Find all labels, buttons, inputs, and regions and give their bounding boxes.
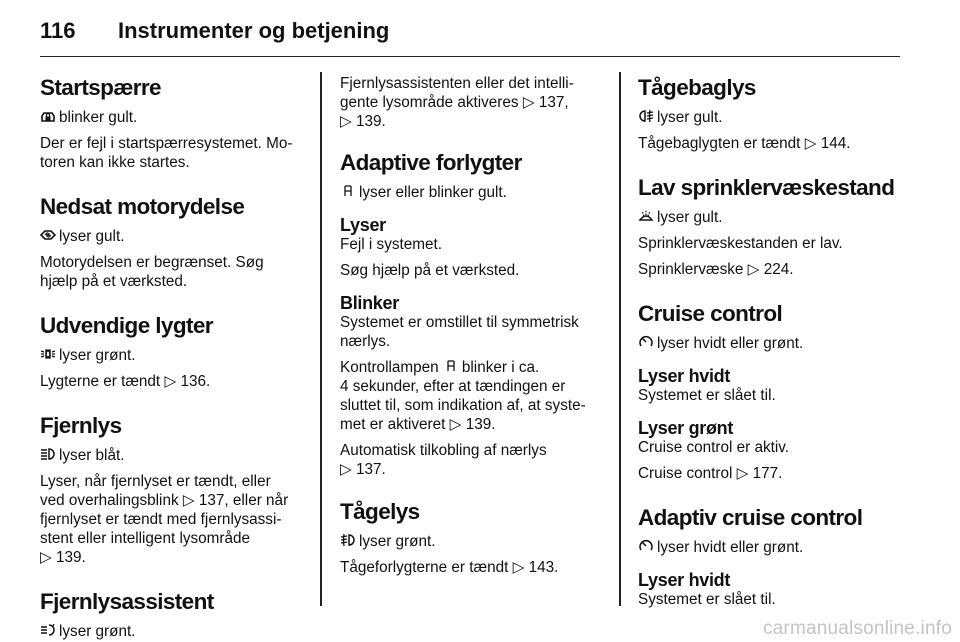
side-lights-icon	[40, 346, 56, 362]
page-title: Instrumenter og betjening	[118, 18, 390, 43]
text-cruise-groent: Cruise control er aktiv.	[638, 439, 790, 456]
text-taagelys: Tågeforlygterne er tændt ▷ 143.	[340, 559, 559, 576]
text-sprinkler-2: Sprinklervæske ▷ 224.	[638, 261, 794, 278]
indicator-line-taagelys: lyser grønt.	[340, 532, 608, 551]
page-ref-arrow-icon: ▷	[40, 549, 52, 566]
page-ref-arrow-icon: ▷	[340, 113, 352, 130]
indicator-line-fjernlysassistent: lyser grønt.	[40, 622, 308, 641]
text-nedsat: Motorydelsen er begrænset. Søg hjælp på et værksted.	[40, 254, 264, 290]
page-number: 116	[40, 18, 76, 43]
page-ref-arrow-icon: ▷	[522, 94, 535, 111]
cruise-control-icon	[638, 334, 654, 350]
indicator-line-sprinkler: lyser gult.	[638, 208, 906, 227]
page-header	[40, 18, 900, 57]
text-udvendige: Lygterne er tændt ▷ 136.	[40, 373, 211, 390]
page-ref-arrow-icon: ▷	[340, 461, 352, 478]
text-blinker-1: Systemet er omstillet til symmetrisk nærlys.	[340, 314, 579, 350]
heading-sprinklervaeskestand: Lav sprinklervæskestand	[638, 175, 895, 200]
subheading-lyser: Lyser	[340, 215, 386, 235]
heading-adaptiv-cruise-control: Adaptiv cruise control	[638, 505, 863, 530]
indicator-line-adaptive: lyser eller blinker gult.	[340, 183, 608, 202]
lock-car-icon	[40, 108, 56, 124]
text-taagebaglys: Tågebaglygten er tændt ▷ 144.	[638, 135, 851, 152]
high-beam-assist-icon	[40, 622, 56, 638]
indicator-line-udvendige: lyser grønt.	[40, 346, 308, 365]
afl-icon	[443, 358, 459, 374]
column-divider-2	[619, 72, 621, 606]
column-2	[340, 74, 608, 577]
indicator-line-cruise: lyser hvidt eller grønt.	[638, 334, 906, 353]
text-blinker-3: Automatisk tilkobling af nærlys ▷ 137.	[340, 442, 547, 478]
heading-udvendige-lygter: Udvendige lygter	[40, 313, 213, 338]
subheading-lyser-groent: Lyser grønt	[638, 418, 734, 438]
text-intro: Fjernlysassistenten eller det intelli- gente lysområde aktiveres ▷ 137, ▷ 139.	[340, 75, 574, 130]
indicator-line-adaptiv-cruise: lyser hvidt eller grønt.	[638, 538, 906, 557]
watermark: carmanualsonline.info	[762, 618, 952, 639]
subheading-lyser-hvidt-2: Lyser hvidt	[638, 570, 731, 590]
heading-fjernlysassistent: Fjernlysassistent	[40, 589, 214, 614]
front-fog-icon	[340, 532, 356, 548]
indicator-line-nedsat: lyser gult.	[40, 227, 308, 246]
heading-taagebaglys: Tågebaglys	[638, 75, 756, 100]
text-adaptiv-cruise-hvidt: Systemet er slået til.	[638, 591, 776, 608]
afl-icon	[340, 183, 356, 199]
column-divider-1	[320, 72, 322, 606]
rear-fog-icon	[638, 108, 654, 124]
page-ref-arrow-icon: ▷	[804, 135, 817, 152]
indicator-line-startspaerre: blinker gult.	[40, 108, 308, 127]
column-3	[638, 74, 906, 609]
high-beam-icon	[40, 446, 56, 462]
text-cruise-hvidt: Systemet er slået til.	[638, 387, 776, 404]
page-ref-arrow-icon: ▷	[736, 465, 749, 482]
text-lyser-2: Søg hjælp på et værksted.	[340, 262, 520, 279]
column-1	[40, 74, 308, 641]
cruise-control-icon	[638, 538, 654, 554]
subheading-blinker: Blinker	[340, 293, 399, 313]
page-ref-arrow-icon: ▷	[182, 492, 195, 509]
indicator-line-taagebaglys: lyser gult.	[638, 108, 906, 127]
heading-adaptive-forlygter: Adaptive forlygter	[340, 150, 522, 175]
indicator-line-fjernlys: lyser blåt.	[40, 446, 308, 465]
text-sprinkler-1: Sprinklervæskestanden er lav.	[638, 235, 843, 252]
text-startspaerre: Der er fejl i startspærresystemet. Mo- toren kan ikke startes.	[40, 135, 293, 171]
heading-nedsat-motorydelse: Nedsat motorydelse	[40, 194, 245, 219]
heading-startspaerre: Startspærre	[40, 75, 161, 100]
text-lyser-1: Fejl i systemet.	[340, 236, 442, 253]
page-ref-arrow-icon: ▷	[747, 261, 760, 278]
heading-fjernlys: Fjernlys	[40, 413, 122, 438]
page-ref-arrow-icon: ▷	[164, 373, 177, 390]
heading-cruise-control: Cruise control	[638, 301, 783, 326]
page-ref-arrow-icon: ▷	[512, 559, 525, 576]
heading-taagelys: Tågelys	[340, 499, 420, 524]
text-blinker-2: Kontrollampen blinker i ca. 4 sekunder, efter at tændingen er sluttet til, som indikation af, at syste- met er aktiveret ▷ 139.	[340, 359, 586, 433]
text-cruise-ref: Cruise control ▷ 177.	[638, 465, 783, 482]
text-fjernlys: Lyser, når fjernlyset er tændt, eller ved overhalingsblink ▷ 137, eller når fjernlyset er tændt med fjernlysassi- stent eller intelligent lysområde ▷ 139.	[40, 473, 289, 566]
washer-fluid-icon	[638, 208, 654, 224]
page-ref-arrow-icon: ▷	[449, 416, 462, 433]
engine-icon	[40, 227, 56, 243]
subheading-lyser-hvidt: Lyser hvidt	[638, 366, 731, 386]
